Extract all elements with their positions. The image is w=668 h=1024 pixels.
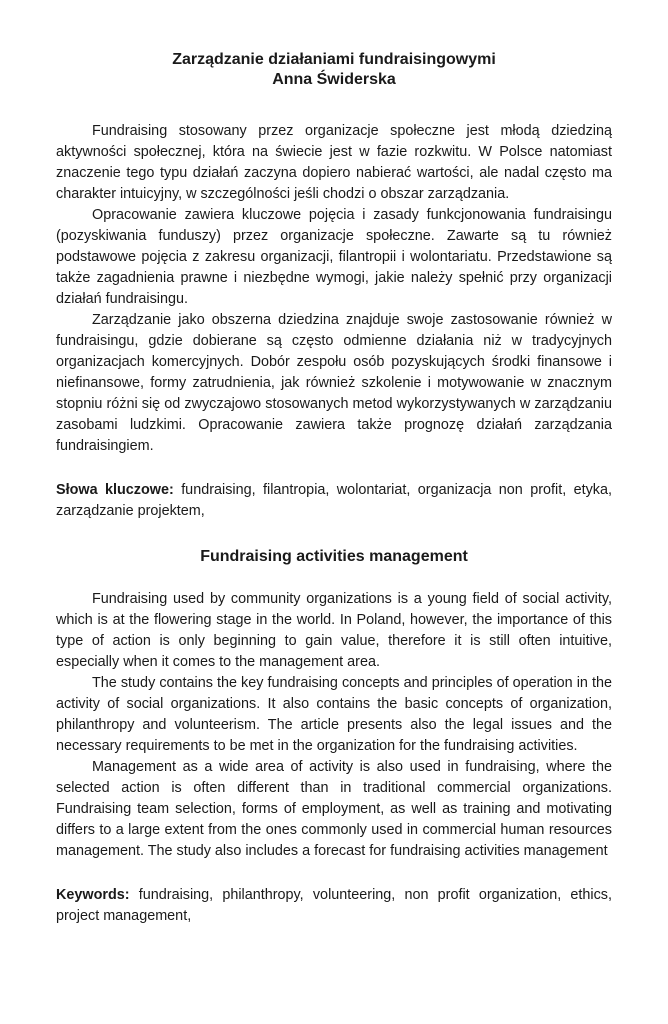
- author-name: Anna Świderska: [272, 71, 396, 88]
- polish-keywords-text: fundraising, filantropia, wolontariat, organizacja non profit, etyka, zarządzanie projektem,: [56, 482, 613, 519]
- english-title: Fundraising activities management: [200, 548, 468, 565]
- english-abstract-paragraph: Management as a wide area of activity is also used in fundraising, where the selected action is often different than in traditional commercial organizations. Fundraising team selection, forms of employment, as well as training and motivating differs to a large extent from the ones commonly used in commercial human resources management. The study also includes a forecast for fundraising activities management: [56, 759, 612, 859]
- english-abstract-paragraph: Fundraising used by community organizations is a young field of social activity, which is at the flowering stage in the world. In Poland, however, the importance of this type of action is only beginning to gain value, therefore it is still often intuitive, especially when it comes to the management area.: [56, 591, 612, 670]
- english-keywords: [56, 885, 612, 927]
- polish-abstract-paragraph: Opracowanie zawiera kluczowe pojęcia i zasady funkcjonowania fundraisingu (pozyskiwania funduszy) przez organizacje społeczne. Zawarte są tu również podstawowe pojęcia z zakresu organizacji, filantropii i wolontariatu. Przedstawione są także zagadnienia prawne i niezbędne wymogi, jakie należy spełnić przy organizacji działań fundraisingu.: [56, 207, 612, 307]
- polish-abstract-paragraph: Fundraising stosowany przez organizacje społeczne jest młodą dziedziną aktywności społecznej, która na świecie jest w fazie rozkwitu. W Polsce natomiast znaczenie tego typu działań zaczyna dopiero nabierać wartości, ale nadal często ma charakter intuicyjny, w szczególności jeśli chodzi o obszar zarządzania.: [56, 123, 612, 202]
- polish-keywords: [56, 480, 612, 522]
- english-abstract-paragraph: The study contains the key fundraising concepts and principles of operation in the activity of social organizations. It also contains the basic concepts of organization, philanthropy and volunteerism. The article presents also the legal issues and the necessary requirements to be met in the organization for the fundraising activities.: [56, 675, 612, 754]
- polish-title: Zarządzanie działaniami fundraisingowymi: [172, 51, 496, 68]
- document-page: [56, 50, 612, 927]
- polish-keywords-label: Słowa kluczowe:: [56, 482, 174, 498]
- english-keywords-text: fundraising, philanthropy, volunteering, non profit organization, ethics, project management,: [56, 887, 612, 924]
- english-keywords-label: Keywords:: [56, 887, 130, 903]
- polish-abstract-paragraph: Zarządzanie jako obszerna dziedzina znajduje swoje zastosowanie również w fundraisingu, gdzie dobierane są często odmienne działania niż w tradycyjnych organizacjach komercyjnych. Dobór zespołu osób pozyskujących środki finansowe i niefinansowe, formy zatrudnienia, jak również szkolenie i motywowanie w znacznym stopniu różni się od zwyczajowo stosowanych metod wykorzystywanych w zarządzaniu zasobami ludzkimi. Opracowanie zawiera także prognozę działań zarządzania fundraisingiem.: [56, 312, 612, 454]
